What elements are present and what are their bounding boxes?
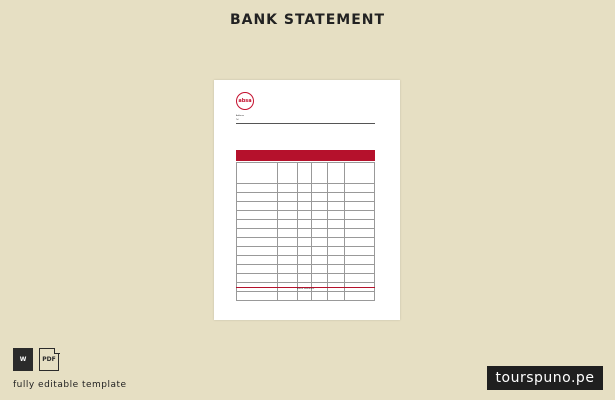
table-row (237, 211, 375, 220)
table-cell (328, 211, 345, 220)
brand-badge: tourspuno.pe (487, 366, 603, 390)
table-cell (328, 265, 345, 274)
table-row (237, 238, 375, 247)
table-cell (328, 238, 345, 247)
table-cell (278, 274, 297, 283)
table-cell (237, 202, 278, 211)
table-cell (297, 274, 311, 283)
address-block (236, 115, 388, 122)
statement-document (214, 80, 400, 320)
table-row (237, 229, 375, 238)
table-cell (311, 247, 328, 256)
table-cell (278, 202, 297, 211)
table-cell (237, 193, 278, 202)
table-cell (311, 220, 328, 229)
table-cell (311, 193, 328, 202)
table-row (237, 265, 375, 274)
table-cell (344, 265, 374, 274)
table-row (237, 202, 375, 211)
table-row (237, 184, 375, 193)
table-cell (328, 193, 345, 202)
statement-banner (236, 150, 375, 161)
table-cell (344, 220, 374, 229)
table-cell (237, 292, 278, 301)
table-cell (344, 211, 374, 220)
table-row (237, 247, 375, 256)
table-cell (278, 229, 297, 238)
table-cell (311, 292, 328, 301)
table-cell (311, 229, 328, 238)
editable-label: fully editable template (13, 380, 127, 390)
table-cell (237, 220, 278, 229)
address-label: Address (236, 115, 244, 117)
table-cell (237, 184, 278, 193)
table-cell (278, 220, 297, 229)
table-cell (237, 211, 278, 220)
table-cell (278, 265, 297, 274)
table-cell (344, 184, 374, 193)
table-cell (311, 184, 328, 193)
table-cell (278, 238, 297, 247)
table-cell (344, 193, 374, 202)
table-cell (311, 202, 328, 211)
table-cell (297, 238, 311, 247)
end-of-statement: End of statement (296, 288, 315, 290)
word-icon: W (13, 348, 33, 371)
table-cell (237, 256, 278, 265)
table-cell (297, 202, 311, 211)
table-cell (278, 211, 297, 220)
table-row (237, 193, 375, 202)
table-cell (297, 247, 311, 256)
table-cell (328, 202, 345, 211)
table-cell (278, 292, 297, 301)
table-cell (297, 211, 311, 220)
table-cell (344, 292, 374, 301)
table-cell (311, 238, 328, 247)
table-cell (328, 256, 345, 265)
table-cell (297, 265, 311, 274)
table-cell (311, 265, 328, 274)
table-row (237, 292, 375, 301)
table-cell (237, 274, 278, 283)
table-cell (237, 229, 278, 238)
table-cell (328, 184, 345, 193)
table-cell (328, 220, 345, 229)
table-cell (297, 256, 311, 265)
tel-row (236, 119, 388, 123)
table-cell (297, 229, 311, 238)
table-cell (237, 238, 278, 247)
table-cell (278, 247, 297, 256)
table-cell (344, 247, 374, 256)
table-cell (278, 256, 297, 265)
table-cell (344, 229, 374, 238)
table-cell (344, 256, 374, 265)
divider-line (236, 123, 375, 124)
table-cell (311, 256, 328, 265)
table-cell (297, 220, 311, 229)
page-title: BANK STATEMENT (229, 12, 386, 28)
table-cell (311, 274, 328, 283)
table-cell (344, 274, 374, 283)
table-cell (297, 184, 311, 193)
table-cell (344, 202, 374, 211)
table-cell (297, 292, 311, 301)
pdf-icon: PDF (39, 348, 59, 371)
table-row (237, 274, 375, 283)
table-cell (328, 247, 345, 256)
table-cell (278, 193, 297, 202)
table-row (237, 256, 375, 265)
table-cell (311, 211, 328, 220)
table-cell (237, 265, 278, 274)
transactions-table (236, 162, 375, 301)
table-cell (328, 229, 345, 238)
absa-logo: absa (236, 92, 254, 110)
table-cell (344, 238, 374, 247)
table-cell (278, 184, 297, 193)
table-cell (328, 292, 345, 301)
tel-label: Tel (236, 118, 239, 121)
table-cell (297, 193, 311, 202)
table-cell (328, 274, 345, 283)
file-format-icons (13, 348, 59, 371)
table-row (237, 220, 375, 229)
table-header-row (237, 163, 375, 184)
table-cell (237, 247, 278, 256)
